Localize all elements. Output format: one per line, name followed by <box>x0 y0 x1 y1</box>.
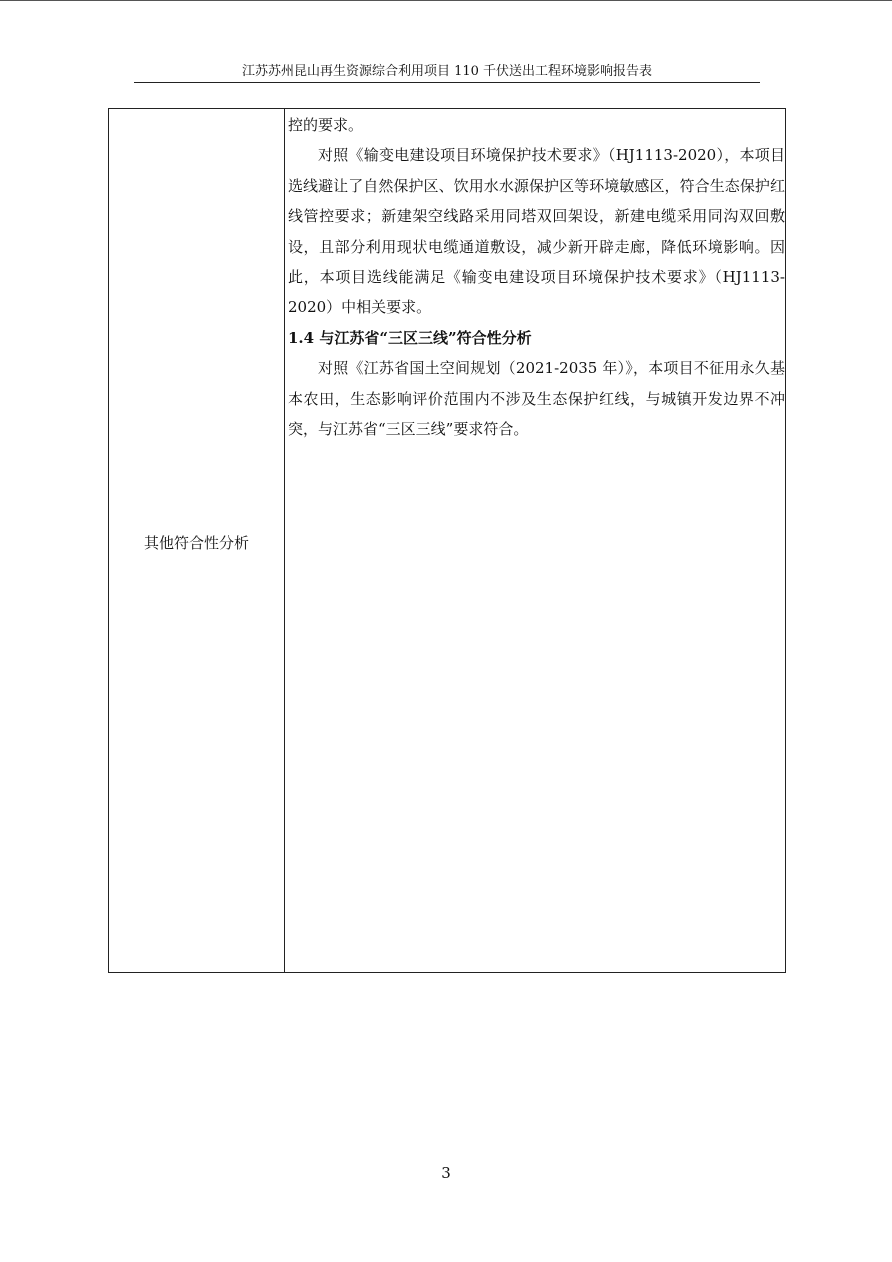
content-body <box>288 110 785 444</box>
paragraph-technical-requirements: 对照《输变电建设项目环境保护技术要求》（HJ1113-2020），本项目选线避让了自然保护区、饮用水水源保护区等环境敏感区，符合生态保护红线管控要求；新建架空线路采用同塔双回架设，新建电缆采用同沟双回敷设，且部分利用现状电缆通道敷设，减少新开辟走廊，降低环境影响。因此，本项目选线能满足《输变电建设项目环境保护技术要求》（HJ1113-2020）中相关要求。 <box>288 146 785 317</box>
label-cell <box>109 109 285 972</box>
page-number: 3 <box>441 1164 451 1182</box>
header-rule <box>134 82 760 83</box>
analysis-table <box>108 108 786 973</box>
section-heading: 1.4 与江苏省“三区三线”符合性分析 <box>288 328 532 347</box>
paragraph-three-zones: 对照《江苏省国土空间规划（2021-2035 年）》，本项目不征用永久基本农田，生态影响评价范围内不涉及生态保护红线，与城镇开发边界不冲突，与江苏省“三区三线”要求符合。 <box>288 359 785 439</box>
page-top-rule <box>0 0 892 1</box>
continuation-text: 控的要求。 <box>288 116 364 134</box>
content-cell <box>286 109 785 972</box>
row-label: 其他符合性分析 <box>143 534 249 552</box>
running-header: 江苏苏州昆山再生资源综合利用项目 110 千伏送出工程环境影响报告表 <box>241 64 653 79</box>
